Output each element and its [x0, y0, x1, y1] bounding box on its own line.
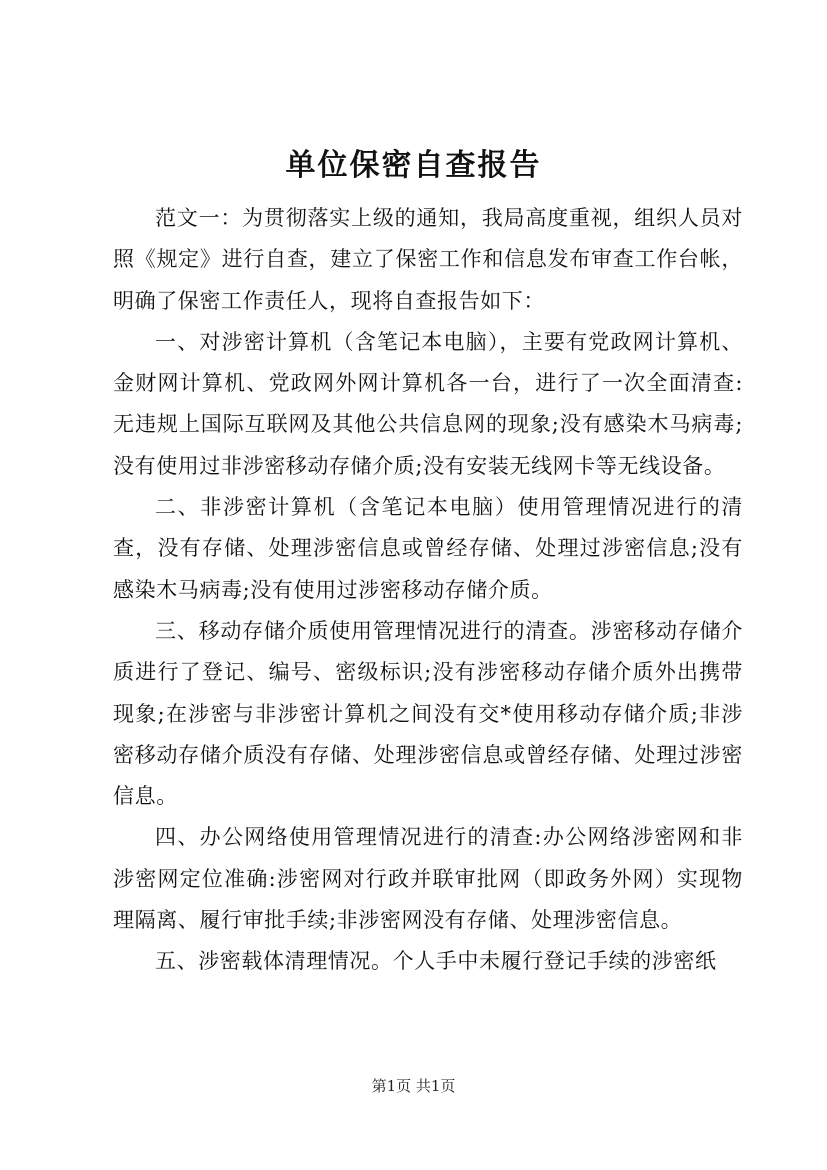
document-title: 单位保密自查报告 — [285, 148, 542, 183]
paragraph-section-3: 三、移动存储介质使用管理情况进行的清查。涉密移动存储介质进行了登记、编号、密级标识;没有涉密移动存储介质外出携带现象;在涉密与非涉密计算机之间没有交*使用移动存储介质;非涉密移动存储介质没有存储、处理涉密信息或曾经存储、处理过涉密信息。 — [113, 618, 743, 809]
paragraph-section-4: 四、办公网络使用管理情况进行的清查:办公网络涉密网和非涉密网定位准确:涉密网对行政并联审批网（即政务外网）实现物理隔离、履行审批手续;非涉密网没有存储、处理涉密信息。 — [113, 825, 743, 933]
paragraph-intro: 范文一：为贯彻落实上级的通知，我局高度重视，组织人员对照《规定》进行自查，建立了保密工作和信息发布审查工作台帐，明确了保密工作责任人，现将自查报告如下： — [113, 206, 743, 313]
document-body — [113, 198, 743, 983]
paragraph-section-2: 二、非涉密计算机（含笔记本电脑）使用管理情况进行的清查，没有存储、处理涉密信息或曾经存储、处理过涉密信息;没有感染木马病毒;没有使用过涉密移动存储介质。 — [113, 495, 743, 602]
paragraph-section-5: 五、涉密载体清理情况。个人手中未履行登记手续的涉密纸 — [155, 949, 717, 974]
page-footer: 第1页 共1页 — [371, 1077, 456, 1095]
paragraph-section-1: 一、对涉密计算机（含笔记本电脑），主要有党政网计算机、金财网计算机、党政网外网计算机各一台，进行了一次全面清查:无违规上国际互联网及其他公共信息网的现象;没有感染木马病毒;没有使用过非涉密移动存储介质;没有安装无线网卡等无线设备。 — [113, 329, 743, 478]
